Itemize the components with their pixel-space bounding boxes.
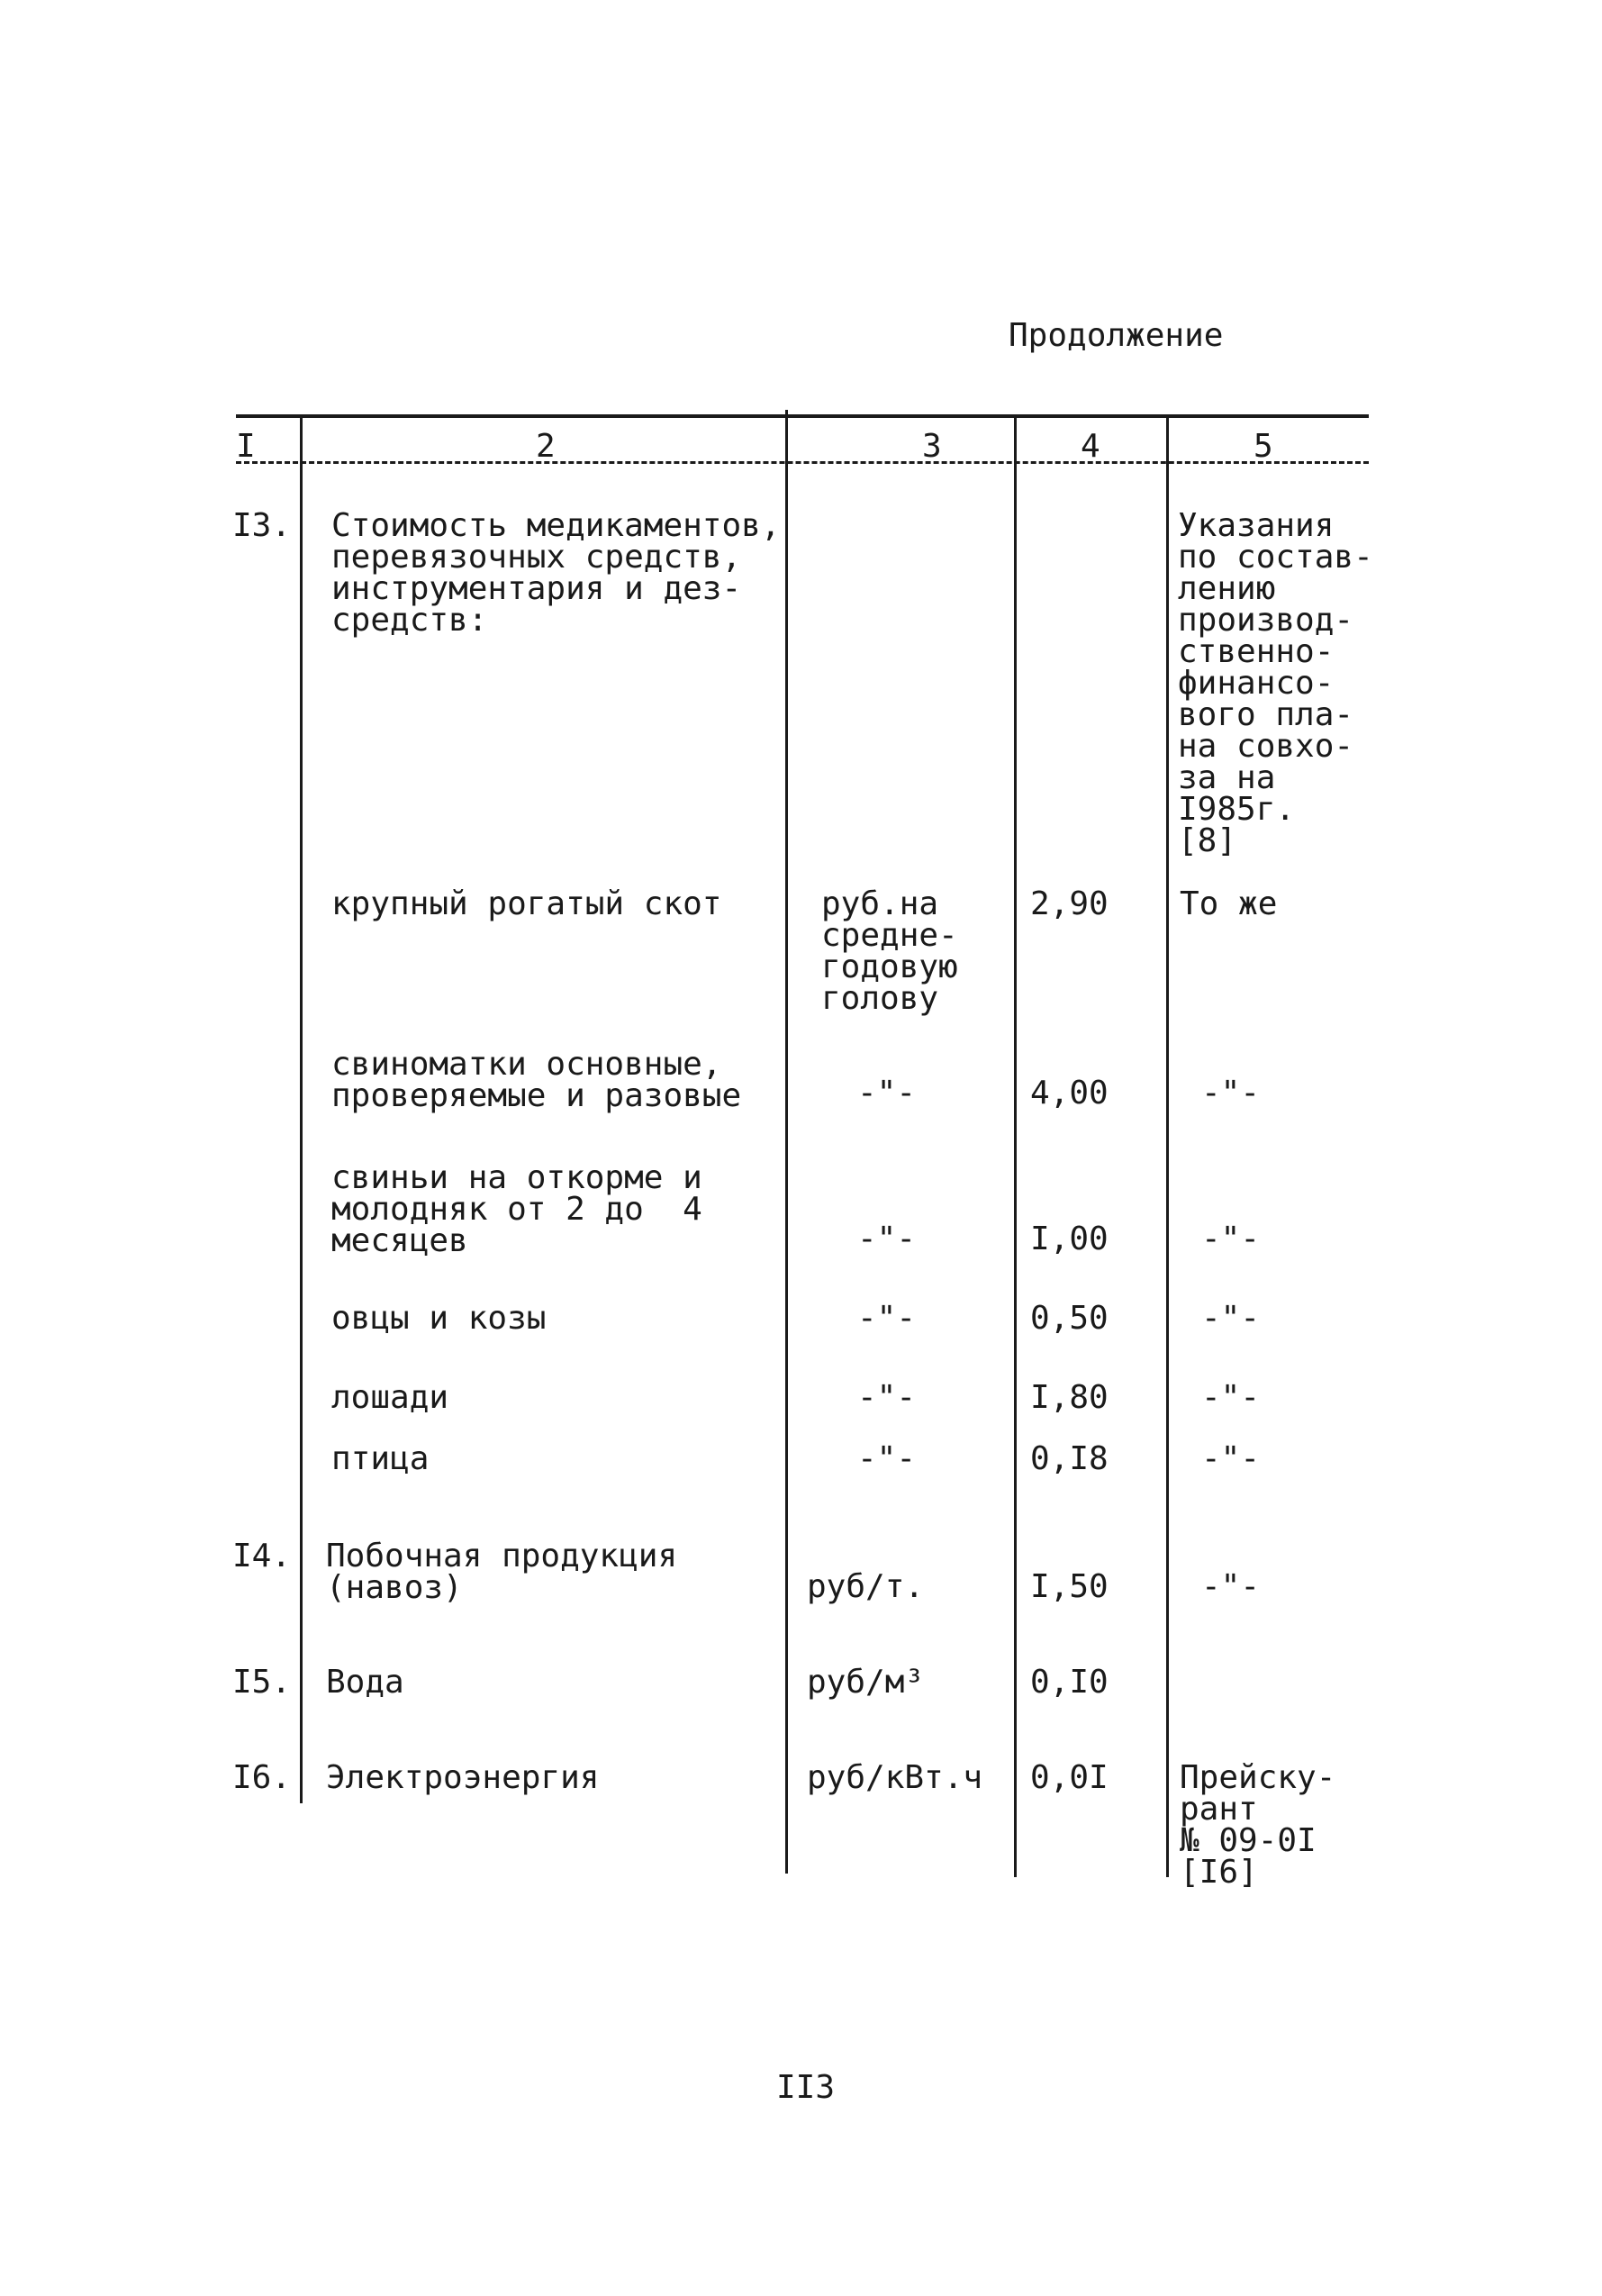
col-separator-4 <box>1166 416 1169 1877</box>
header-dashed-rule <box>236 461 1369 464</box>
row-name: овцы и козы <box>331 1300 547 1337</box>
row-name: Побочная продукция (навоз) <box>326 1538 678 1606</box>
row-unit: -"- <box>857 1440 917 1477</box>
row-name: свиноматки основные, проверяемые и разовые <box>331 1046 742 1114</box>
table-top-rule <box>236 414 1369 418</box>
row-unit: -"- <box>857 1300 917 1337</box>
row-number: I5. <box>232 1664 292 1701</box>
continuation-label: Продолжение <box>1009 317 1224 354</box>
row-unit: руб/т. <box>807 1568 925 1605</box>
row-value: 4,00 <box>1030 1075 1109 1112</box>
row-source: Указания по состав- лению производ- ственно- финансо- вого пла- на совхо- за на I985г. [8] <box>1178 507 1373 859</box>
col-header-5: 5 <box>1254 428 1273 465</box>
row-number: I3. <box>232 507 292 544</box>
row-name: свиньи на откорме и молодняк от 2 до 4 месяцев <box>331 1159 702 1259</box>
row-name: Стоимость медикаментов, перевязочных средств, инструментария и дез- средств: <box>331 507 781 639</box>
col-separator-2 <box>785 410 788 1874</box>
row-source: -"- <box>1201 1379 1261 1416</box>
row-unit: руб/м³ <box>807 1664 925 1701</box>
row-number: I6. <box>232 1759 292 1796</box>
row-value: 0,0I <box>1030 1759 1109 1796</box>
col-separator-3 <box>1014 416 1017 1877</box>
row-source: -"- <box>1201 1440 1261 1477</box>
row-name: крупный рогатый скот <box>331 885 722 922</box>
row-source: То же <box>1180 885 1278 922</box>
row-name: Вода <box>326 1664 404 1701</box>
row-value: 0,50 <box>1030 1300 1109 1337</box>
row-unit: -"- <box>857 1075 917 1112</box>
row-value: I,50 <box>1030 1568 1109 1605</box>
row-unit: -"- <box>857 1221 917 1257</box>
col-header-4: 4 <box>1081 428 1100 465</box>
row-unit: -"- <box>857 1379 917 1416</box>
col-header-2: 2 <box>536 428 556 465</box>
row-source: Прейску- рант № 09-0I [I6] <box>1180 1759 1336 1891</box>
row-unit: руб/кВт.ч <box>807 1759 983 1796</box>
row-name: лошади <box>331 1379 449 1416</box>
col-separator-1 <box>300 416 303 1803</box>
row-value: 2,90 <box>1030 885 1109 922</box>
page-number: II3 <box>776 2069 836 2106</box>
row-source: -"- <box>1201 1075 1261 1112</box>
row-value: 0,I8 <box>1030 1440 1109 1477</box>
col-header-1: I <box>236 428 256 465</box>
row-source: -"- <box>1201 1221 1261 1257</box>
row-value: I,80 <box>1030 1379 1109 1416</box>
row-value: 0,I0 <box>1030 1664 1109 1701</box>
row-unit: руб.на средне- годовую голову <box>821 885 958 1017</box>
row-name: птица <box>331 1440 430 1477</box>
row-name: Электроэнергия <box>326 1759 600 1796</box>
row-source: -"- <box>1201 1568 1261 1605</box>
row-number: I4. <box>232 1538 292 1575</box>
col-header-3: 3 <box>922 428 942 465</box>
row-value: I,00 <box>1030 1221 1109 1257</box>
row-source: -"- <box>1201 1300 1261 1337</box>
